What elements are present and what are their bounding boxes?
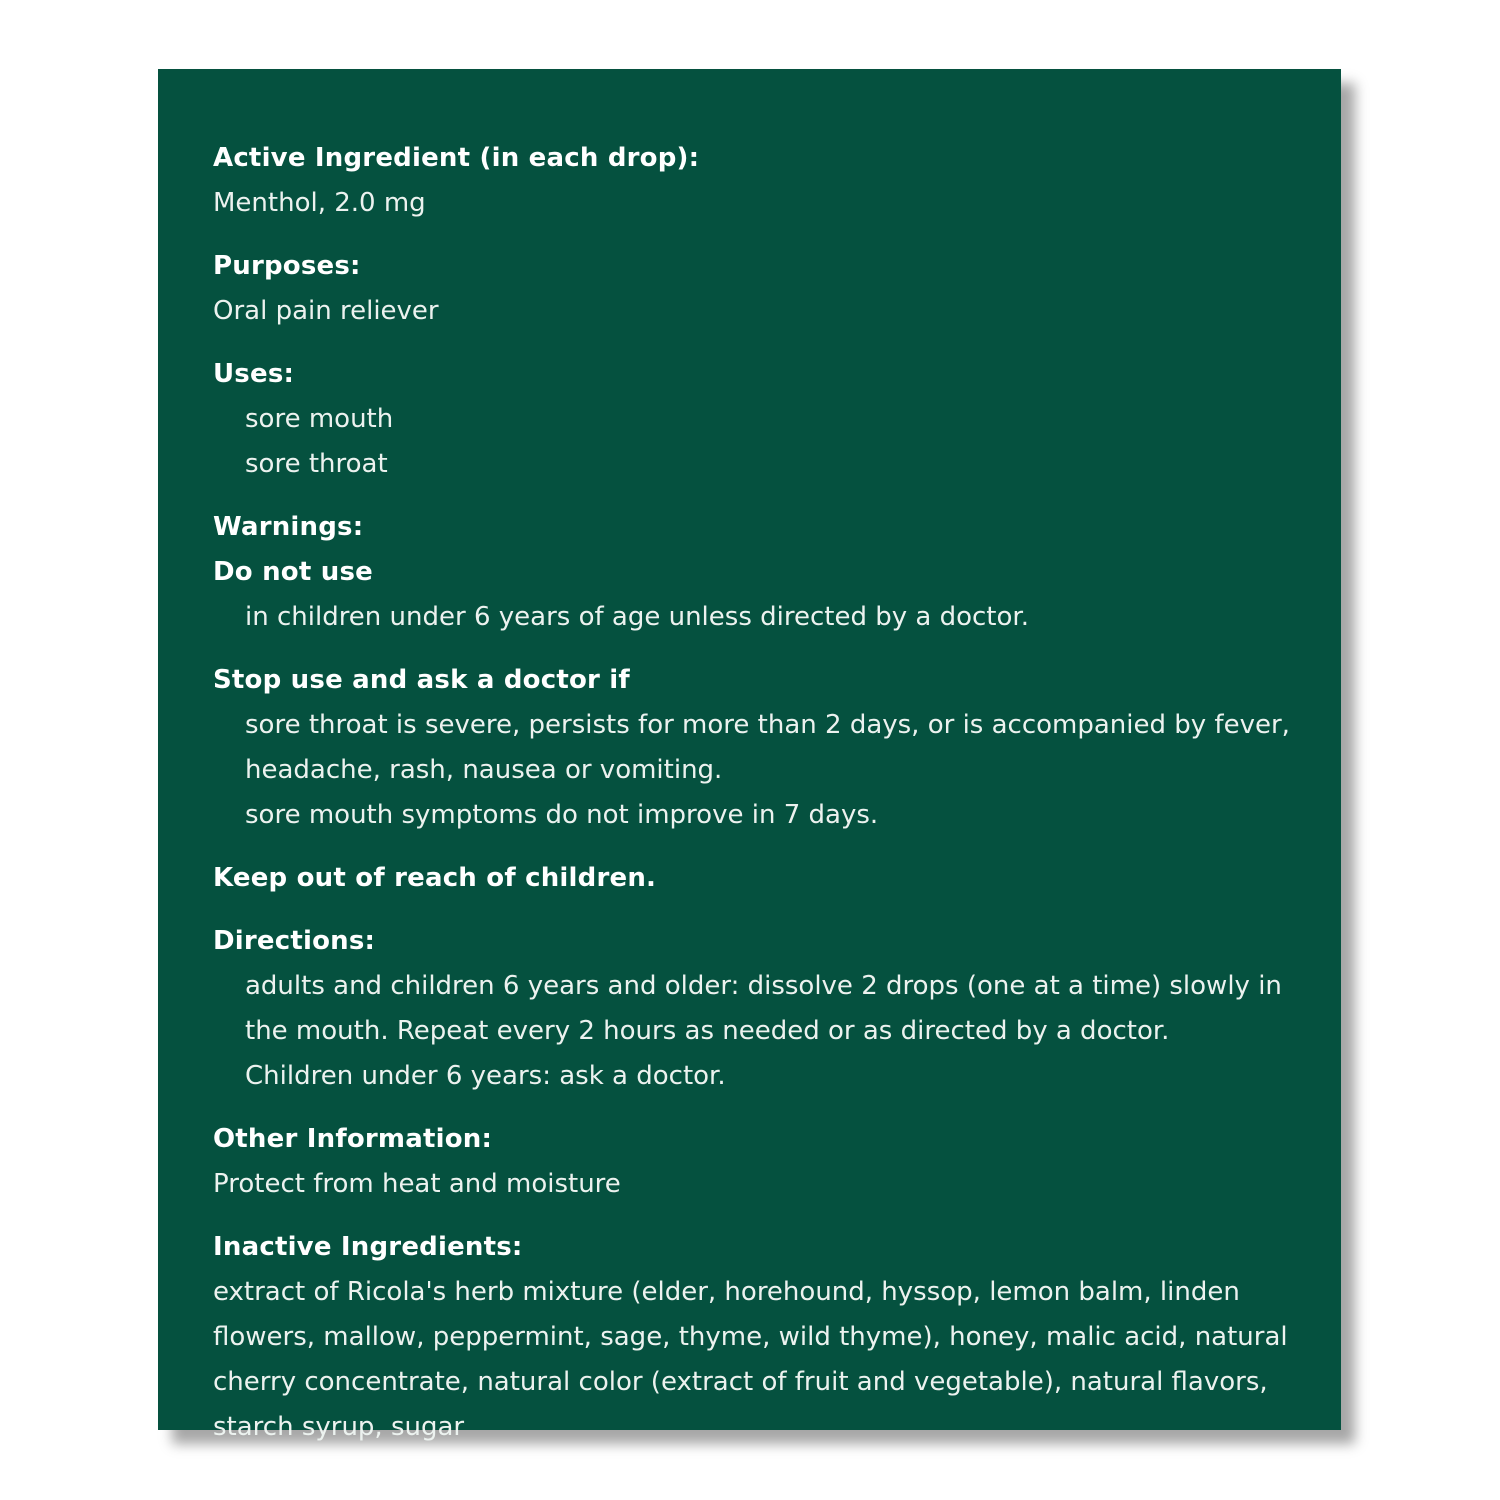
- drug-facts-panel: [158, 69, 1341, 1442]
- uses-heading: Uses:: [213, 359, 295, 389]
- do-not-use-text: in children under 6 years of age unless directed by a doctor.: [245, 602, 1029, 632]
- keep-out-warning: Keep out of reach of children.: [213, 863, 657, 893]
- purposes-heading: Purposes:: [213, 251, 361, 281]
- purposes-value: Oral pain reliever: [213, 296, 439, 326]
- other-info-value: Protect from heat and moisture: [213, 1169, 621, 1199]
- stop-use-line: sore mouth symptoms do not improve in 7 days.: [245, 800, 879, 830]
- uses-item: sore mouth: [245, 404, 394, 434]
- stop-use-line: sore throat is severe, persists for more than 2 days, or is accompanied by fever,: [245, 710, 1290, 740]
- directions-line: Children under 6 years: ask a doctor.: [245, 1061, 726, 1091]
- inactive-ingredients-line: extract of Ricola's herb mixture (elder, horehound, hyssop, lemon balm, linden: [213, 1277, 1240, 1307]
- directions-line: adults and children 6 years and older: dissolve 2 drops (one at a time) slowly in: [245, 971, 1282, 1001]
- other-info-heading: Other Information:: [213, 1124, 493, 1154]
- inactive-ingredients-line: flowers, mallow, peppermint, sage, thyme, wild thyme), honey, malic acid, natural: [213, 1322, 1288, 1352]
- inactive-ingredients-line: starch syrup, sugar: [213, 1412, 465, 1442]
- warnings-heading: Warnings:: [213, 512, 364, 542]
- stop-use-line: headache, rash, nausea or vomiting.: [245, 755, 723, 785]
- directions-line: the mouth. Repeat every 2 hours as needed or as directed by a doctor.: [245, 1016, 1170, 1046]
- uses-item: sore throat: [245, 449, 388, 479]
- active-ingredient-heading: Active Ingredient (in each drop):: [213, 143, 700, 173]
- do-not-use-heading: Do not use: [213, 557, 373, 587]
- inactive-ingredients-line: cherry concentrate, natural color (extract of fruit and vegetable), natural flavors,: [213, 1367, 1268, 1397]
- inactive-ingredients-heading: Inactive Ingredients:: [213, 1232, 523, 1262]
- directions-heading: Directions:: [213, 926, 376, 956]
- active-ingredient-value: Menthol, 2.0 mg: [213, 188, 426, 218]
- stop-use-heading: Stop use and ask a doctor if: [213, 665, 630, 695]
